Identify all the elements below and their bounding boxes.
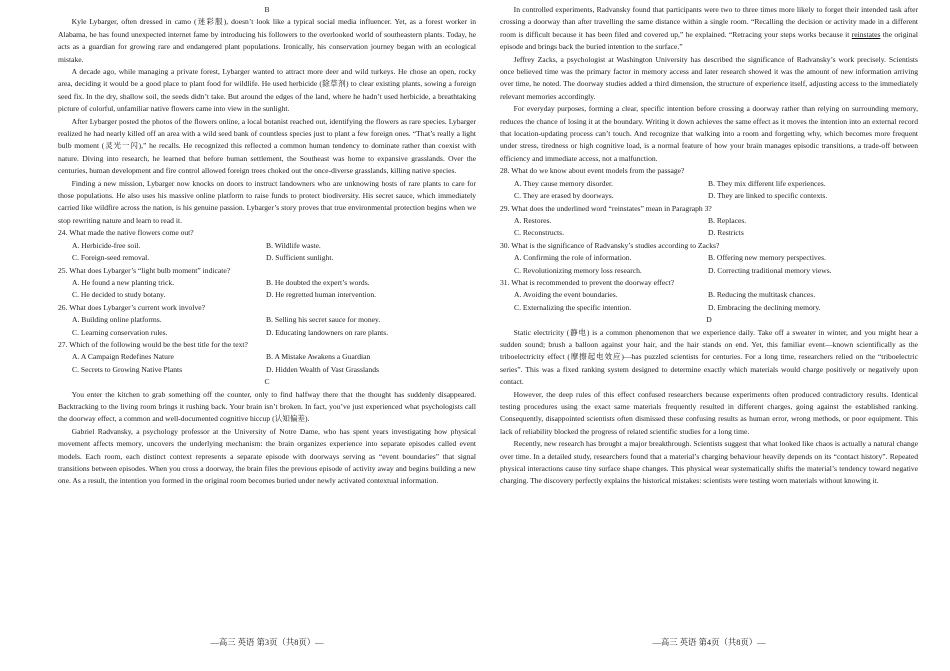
option: C. He decided to study botany. xyxy=(72,290,166,300)
paragraph: You enter the kitchen to grab something off the counter, only to find halfway there that the thought has suddenly disappeared. Backtracking to the living room brings it rushing back. Your brain isn’t broken. In fact, you’ve just experienced what psychologists call the doorway effect, a common and well-documented cognitive hiccup (认知偏差). xyxy=(58,389,476,424)
paragraph: Jeffrey Zacks, a psychologist at Washington University has described the significance of Radvansky’s work precisely. Scientists once believed time was the primary factor in memory access and later research showed it was the amount of new information arriving over time, he noted. The doorway studies added a third dimension, the structure of experience itself, adjusting access to the immediately relevant memories accordingly. xyxy=(500,54,918,101)
paragraph: Gabriel Radvansky, a psychology professor at the University of Notre Dame, who has spent years investigating how physical movement affects memory, uncovers the underlying mechanism: the brain organizes experience into separate episodes called event models. Each room, each distinct context represents a separate episode with doorways serving as “event boundaries” that signal transitions between episodes. When you cross a doorway, the brain files the previous episode of activity away and begins building a new one. As a result, the intention you formed in the original room becomes buried under newly activated contextual information. xyxy=(58,426,476,486)
paragraph: For everyday purposes, forming a clear, specific intention before crossing a doorway rather than relying on surrounding memory, reduces the chance of losing it at the boundary. Writing it down achieves the same effect as it moves the intention into an external record that location-updating process can’t touch. And recognize that walking into a room and forgetting why, which becomes more frequent under stress, tiredness or high cognitive load, is a normal feature of how your brain manages episodic transitions, a trade-off between efficiency and immediate access, not a malfunction. xyxy=(500,104,918,163)
paragraph: Recently, new research has brought a major breakthrough. Scientists suggest that what looked like chaos is actually a natural change over time. In a detailed study, researchers found that a material’s charging behaviour heavily depends on its “contact history”. Repeated physical interactions cause tiny surface shape changes. This physical wear systematically shifts the material’s tendency toward negative charging. The discovery perfectly explains the historical mistakes: scientists were testing worn materials without knowing it. xyxy=(500,439,918,486)
option: B. Reducing the multitask chances. xyxy=(708,290,816,300)
option: B. Offering new memory perspectives. xyxy=(708,253,826,263)
option-group xyxy=(58,277,476,302)
text-run: In controlled experiments, Radvansky found that participants were two to three times more likely to forget their intended task after crossing a doorway than after travelling the same distance within a single room. “Recalling the decision or activity made in a different room is difficult because it has been filed and covered up,” he explained. “Retracing your steps works because it xyxy=(500,5,918,39)
option: C. Learning conservation rules. xyxy=(72,327,168,337)
option: A. Restores. xyxy=(514,215,552,225)
option: B. He doubted the expert’s words. xyxy=(266,277,370,287)
option-group xyxy=(500,215,918,240)
paragraph xyxy=(500,4,918,54)
option: B. Wildlife waste. xyxy=(266,240,321,250)
option: A. Herbicide-free soil. xyxy=(72,240,141,250)
option: C. Reconstructs. xyxy=(514,228,564,238)
option-group xyxy=(500,252,918,277)
option: D. Sufficient sunlight. xyxy=(266,253,334,263)
underlined-word: reinstates xyxy=(851,29,881,39)
option: A. They cause memory disorder. xyxy=(514,178,613,188)
option: D. Correcting traditional memory views. xyxy=(708,265,832,275)
option-group xyxy=(500,289,918,314)
right-column xyxy=(500,4,918,488)
option: C. They are erased by doorways. xyxy=(514,191,614,201)
paragraph: Kyle Lybarger, often dressed in camo (迷彩服), doesn’t look like a typical social media influencer. Yet, as a forest worker in Alabama, he has found unexpected internet fame by introducing his followers to the overlooked world of southeastern plants. Today, he acts as a guardian for growing rare and endangered plant populations. Ironically, his conservation journey began with an ecological mistake. xyxy=(58,17,476,64)
question-stem: 29. What does the underlined word “reinstates” mean in Paragraph 3? xyxy=(500,203,712,213)
question-stem: 28. What do we know about event models from the passage? xyxy=(500,166,685,176)
option-group xyxy=(58,351,476,376)
option: D. They are linked to specific contexts. xyxy=(708,191,828,201)
option: A. He found a new planting trick. xyxy=(72,277,175,287)
option-group xyxy=(58,314,476,339)
paragraph: Finding a new mission, Lybarger now knocks on doors to instruct landowners who are unknowing hosts of rare plants to care for those populations. He also uses his massive online platform to raise funds to protect biodiversity. His secret sauce, which immediately carried like wildfire across the nation, is his genuine passion. Lybarger’s story proves that true environmental protection begins when we stop rewriting nature and learn to read it. xyxy=(58,178,476,225)
option: A. A Campaign Redefines Nature xyxy=(72,352,174,362)
option: C. Secrets to Growing Native Plants xyxy=(72,364,183,374)
question-stem: 25. What does Lybarger’s “light bulb moment” indicate? xyxy=(58,265,231,275)
option: B. They mix different life experiences. xyxy=(708,178,826,188)
option: C. Externalizing the specific intention. xyxy=(514,302,632,312)
option: C. Foreign-seed removal. xyxy=(72,253,150,263)
option: D. Restricts xyxy=(708,228,744,238)
option: C. Revolutionizing memory loss research. xyxy=(514,265,642,275)
paragraph: Static electricity (静电) is a common phenomenon that we experience daily. Take off a sweater in winter, and you might hear a sudden sound; brush a balloon against your hair, and the hair stands on end. Yet, this familiar event—known scientifically as the triboelectricity effect (摩擦起电效应)—has puzzled scientists for centuries. For a long time, researchers relied on the “triboelectric series”. This was a fixed ranking system designed to determine exactly which materials would charge positively or negatively upon contact. xyxy=(500,327,918,387)
option: D. He regretted human intervention. xyxy=(266,290,377,300)
option: D. Embracing the declining memory. xyxy=(708,302,821,312)
option: D. Hidden Wealth of Vast Grasslands xyxy=(266,364,379,374)
paragraph: However, the deep rules of this effect confused researchers because experiments often produced contradictory results. Identical testing procedures using the exact same materials frequently resulted in different charges, going against the established ranking. Consequently, disappointed scientists often dismissed these confusing results as human error, wrong methods, or poor equipment. This lack of reliability blocked the progress of related scientific studies for a long time. xyxy=(500,389,918,436)
page-footer-right: —高三 英语 第4页（共8页）— xyxy=(652,638,766,647)
question-stem: 27. Which of the following would be the best title for the text? xyxy=(58,339,248,349)
option: B. Replaces. xyxy=(708,215,747,225)
option: A. Avoiding the event boundaries. xyxy=(514,290,618,300)
question-stem: 24. What made the native flowers come out? xyxy=(58,228,194,238)
section-heading-b: B xyxy=(264,5,270,14)
page-footer-left: —高三 英语 第3页（共8页）— xyxy=(210,638,324,647)
section-heading-d: D xyxy=(706,315,712,325)
option: B. A Mistake Awakens a Guardian xyxy=(266,352,371,362)
question-stem: 26. What does Lybarger’s current work involve? xyxy=(58,302,205,312)
option-group xyxy=(500,178,918,203)
question-stem: 30. What is the significance of Radvansky’s studies according to Zacks? xyxy=(500,240,720,250)
option-group xyxy=(58,240,476,265)
option: D. Educating landowners on rare plants. xyxy=(266,327,389,337)
section-heading-c: C xyxy=(264,377,270,387)
option: A. Confirming the role of information. xyxy=(514,253,632,263)
left-column xyxy=(58,4,476,488)
option: A. Building online platforms. xyxy=(72,315,162,325)
paragraph: A decade ago, while managing a private forest, Lybarger wanted to attract more deer and wild turkeys. He chose an open, rocky area, deciding it would be a good place to plant food for wildlife. He used herbicide (除草剂) to clear existing plants, sowing a foreign seed fix. In the dry, shallow soil, the seeds didn’t take. But around the edges of the land, where he hadn’t used herbicide, a breathtaking picture of colorful, unfamiliar native flowers came into view in the sunlight. xyxy=(58,67,476,114)
question-stem: 31. What is recommended to prevent the doorway effect? xyxy=(500,277,675,287)
text-run: the original episode and brings back the buried intention to the surface.” xyxy=(500,29,918,52)
option: B. Selling his secret sauce for money. xyxy=(266,315,381,325)
paragraph: After Lybarger posted the photos of the flowers online, a local botanist reached out, identifying the flowers as rare species. Lybarger realized he had nearly killed off an area with a wild seed bank of countless species just to plant a few foreign ones. “That’s really a light bulb moment (灵光一闪),” he recalls. He recognized this reflected a common human tendency to dominate rather than coexist with nature. Diving into research, he learned that before human settlement, the Southeast was home to expansive grasslands. Over the centuries, human development and fire control allowed foreign trees choked out the once-diverse grasslands, killing native species. xyxy=(58,116,476,176)
